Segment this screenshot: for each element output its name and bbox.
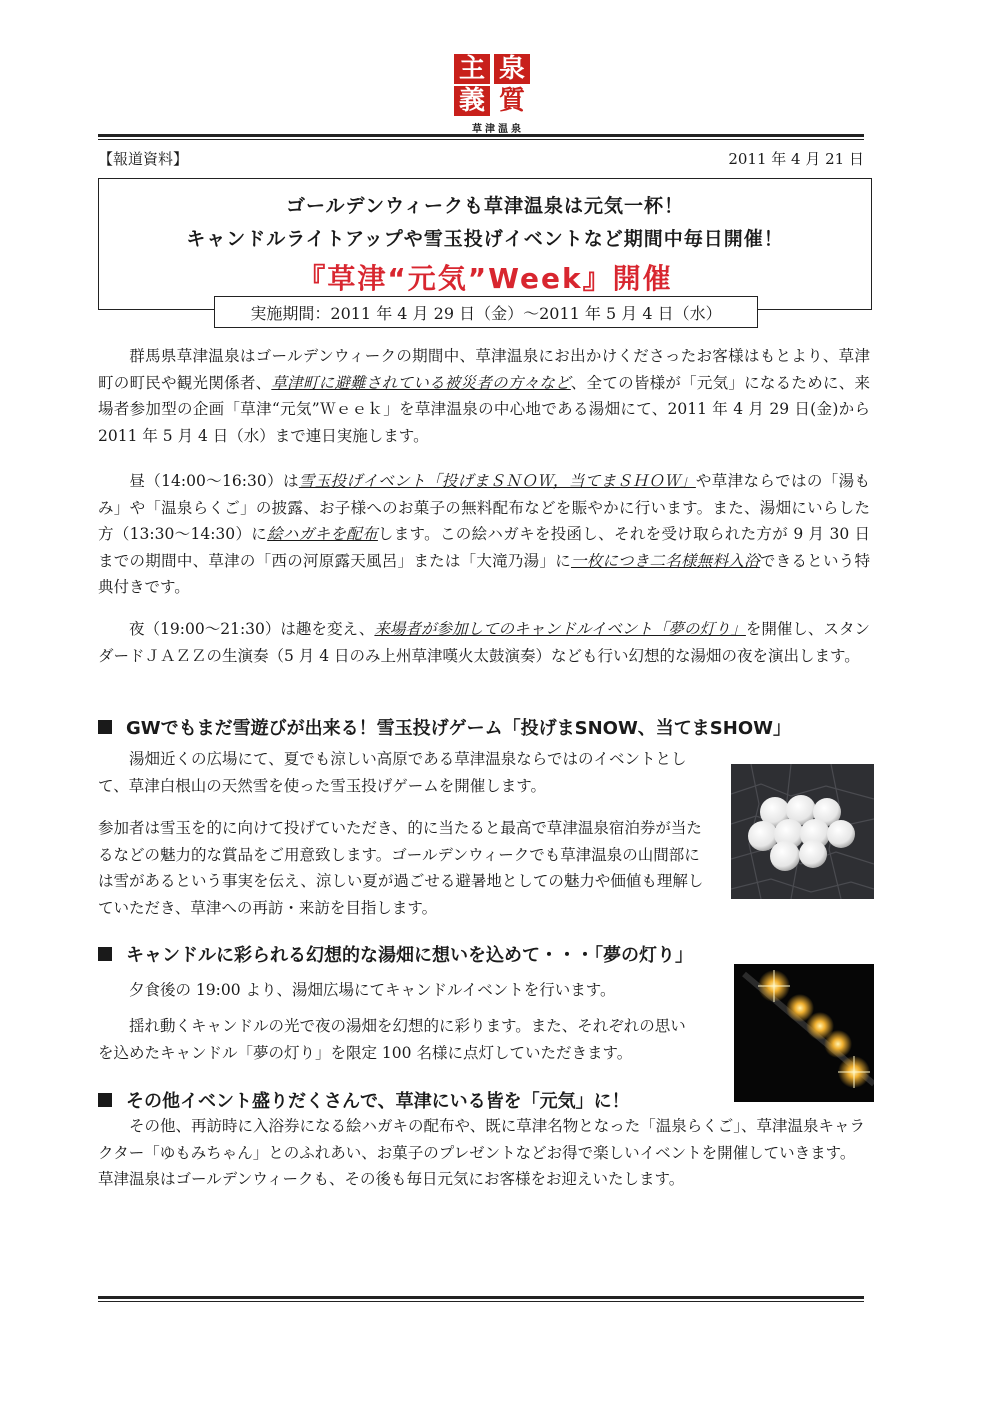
daytime-underline-1: 雪玉投げイベント「投げまＳＮＯＷ，当てまＳＨＯＷ」 <box>298 472 696 490</box>
section-text: 揺れ動くキャンドルの光で夜の湯畑を幻想的に彩ります。また、それぞれの思いを込めたキャンドル「夢の灯り」を限定 100 名様に点灯していただきます。 <box>98 1017 686 1062</box>
bullet-square-icon <box>98 720 112 734</box>
document-date: 2011 年 4 月 21 日 <box>728 150 864 168</box>
daytime-text-a: 昼（14:00～16:30）は <box>129 472 299 490</box>
daytime-text-b: や草津ならではの「湯もみ」や「温泉らくご」の披露、お子様へのお菓子の無料配布などを賑やかに行います。また、湯畑にいらした方（13:30～14:30）に <box>98 472 870 543</box>
section-title: キャンドルに彩られる幻想的な湯畑に想いを込めて・・・「夢の灯り」 <box>126 945 693 966</box>
logo-kanji: 主 <box>454 54 490 84</box>
daytime-text-c: します。この絵ハガキを投函し、それを受け取られた方が 9 月 30 日までの期間中、草津の「西の河原露天風呂」または「大滝乃湯」に <box>98 525 870 570</box>
section-paragraph: 参加者は雪玉を的に向けて投げていただき、的に当たると最高で草津温泉宿泊券が当たるなどの魅力的な賞品をご用意致します。ゴールデンウィークでも草津温泉の山間部には雪があるという事実を伝え、涼しい夏が過ごせる避暑地としての魅力や価値も理解していただき、草津への再訪・来訪を目指します。 <box>98 819 704 917</box>
section-paragraph <box>98 746 714 799</box>
headline-line-2: キャンドルライトアップや雪玉投げイベントなど期間中毎日開催！ <box>186 228 784 250</box>
intro-paragraph <box>98 343 870 449</box>
section-heading-others <box>98 1087 630 1113</box>
section-heading-candle <box>98 941 693 967</box>
section-text: 湯畑近くの広場にて、夏でも涼しい高原である草津温泉ならではのイベントとして、草津白根山の天然雪を使った雪玉投げゲームを開催します。 <box>98 750 687 795</box>
section-text: 夕食後の 19:00 より、湯畑広場にてキャンドルイベントを行います。 <box>129 981 616 999</box>
snowballs-image <box>731 764 874 899</box>
headline-box <box>98 178 872 310</box>
daytime-underline-3: 一枚につき二名様無料入浴 <box>570 551 760 570</box>
candles-photo <box>734 964 874 1102</box>
document-label: 【報道資料】 <box>98 150 189 168</box>
daytime-paragraph <box>98 468 870 601</box>
section-title: その他イベント盛りだくさんで、草津にいる皆を「元気」に！ <box>126 1091 630 1112</box>
candles-image <box>734 964 874 1102</box>
bullet-square-icon <box>98 947 112 961</box>
night-paragraph <box>98 616 870 669</box>
section-paragraph <box>98 1113 870 1193</box>
top-divider <box>98 134 864 140</box>
intro-underline-1: 草津町に避難されている被災者の方々など <box>271 373 571 392</box>
snowballs-photo <box>731 764 874 899</box>
logo-kanji: 質 <box>494 86 530 116</box>
logo-kanji: 義 <box>454 86 490 116</box>
night-text-b: を開催し、スタンダードＪＡＺＺの生演奏（5 月 4 日のみ上州草津嘆火太鼓演奏）なども行い幻想的な湯畑の夜を演出します。 <box>98 620 870 665</box>
logo-seal <box>454 52 532 118</box>
logo-subtitle: 草津温泉 <box>472 124 524 135</box>
logo-kanji: 泉 <box>494 54 530 84</box>
section-paragraph <box>98 977 698 1004</box>
section-text: その他、再訪時に入浴券になる絵ハガキの配布や、既に草津名物となった「温泉らくご」、草津温泉キャラクター「ゆもみちゃん」とのふれあい、お菓子のプレゼントなどお得で楽しいイベントを開催していきます。草津温泉はゴールデンウィークも、その後も毎日元気にお客様をお迎えいたします。 <box>98 1117 865 1188</box>
night-text-a: 夜（19:00～21:30）は趣を変え、 <box>129 620 375 638</box>
intro-text-a: 群馬県草津温泉はゴールデンウィークの期間中、草津温泉にお出かけくださったお客様はもとより、草津町の町民や観光関係者、 <box>98 347 870 392</box>
intro-text-b: 、全ての皆様が「元気」になるために、来場者参加型の企画「草津“元気”Ｗｅｅｋ」を草津温泉の中心地である湯畑にて、2011 年 4 月 29 日(金)から 2011 年 5 月 4 日（水）まで連日実施します。 <box>98 373 870 445</box>
night-underline-1: 来場者が参加してのキャンドルイベント「夢の灯り」 <box>374 620 746 638</box>
section-heading-snow <box>98 714 791 740</box>
daytime-underline-2: 絵ハガキを配布 <box>267 525 378 543</box>
headline-line-1: ゴールデンウィークも草津温泉は元気一杯！ <box>285 195 685 217</box>
section-paragraph <box>98 1013 698 1066</box>
bullet-square-icon <box>98 1093 112 1107</box>
headline-title: 『草津“元気”Week』開催 <box>297 262 673 295</box>
logo <box>454 52 536 135</box>
section-title: GWでもまだ雪遊びが出来る！雪玉投げゲーム「投げまSNOW、当てまSHOW」 <box>126 718 791 739</box>
daytime-text-d: できるという特典付きです。 <box>98 551 870 596</box>
event-period: 実施期間：2011 年 4 月 29 日（金）～2011 年 5 月 4 日（水） <box>214 296 758 328</box>
bottom-divider <box>98 1296 864 1302</box>
